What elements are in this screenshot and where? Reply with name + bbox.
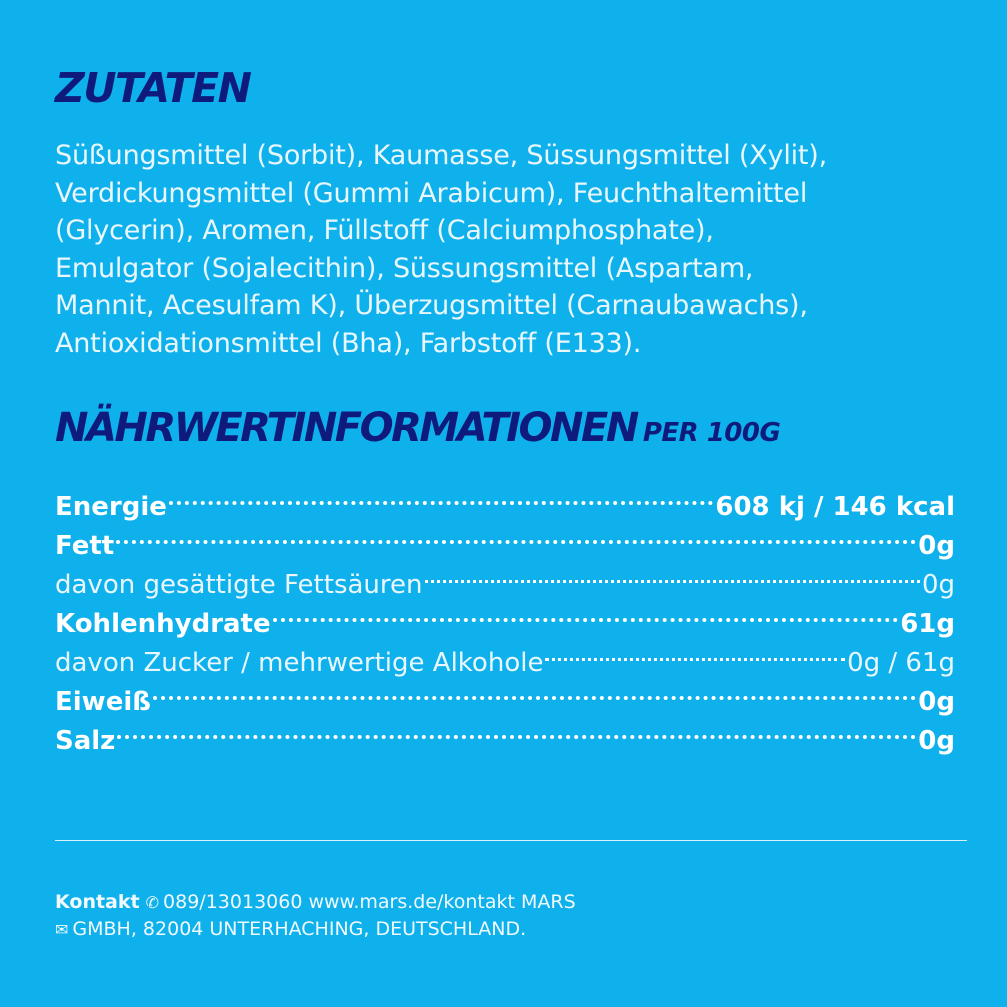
nutrition-row-eiweiss [55, 671, 955, 717]
contact-url[interactable]: www.mars.de/kontakt [308, 891, 515, 913]
row-label: davon gesättigte Fettsäuren [55, 570, 423, 600]
dot-leader [273, 593, 899, 632]
contact-line-2 [55, 916, 576, 943]
row-value: 0g [921, 570, 955, 600]
dot-leader [425, 554, 920, 593]
nutrition-row-saturated-fat [55, 554, 955, 600]
nutrition-table [55, 476, 955, 756]
contact-label: Kontakt [55, 891, 140, 913]
contact-info [55, 889, 576, 943]
nutrition-heading-title: NÄHRWERTINFORMATIONEN [55, 405, 637, 451]
ingredients-line: (Glycerin), Aromen, Füllstoff (Calciumphosphate), [55, 215, 714, 246]
dot-leader [117, 710, 916, 749]
row-label: davon Zucker / mehrwertige Alkohole [55, 648, 544, 678]
row-value: 0g / 61g [847, 648, 955, 678]
row-label: Salz [55, 726, 116, 756]
contact-line-1 [55, 889, 576, 916]
row-value: 61g [900, 609, 955, 639]
row-label: Kohlenhydrate [55, 609, 271, 639]
ingredients-line: Mannit, Acesulfam K), Überzugsmittel (Carnaubawachs), [55, 290, 808, 321]
dot-leader [153, 671, 916, 710]
company-address: GMBH, 82004 UNTERHACHING, DEUTSCHLAND. [72, 918, 527, 940]
envelope-icon: ✉ [55, 920, 69, 939]
nutrition-row-energie [55, 476, 955, 522]
contact-phone[interactable]: 089/13013060 [163, 891, 303, 913]
row-label: Energie [55, 492, 167, 522]
nutrition-row-salz [55, 710, 955, 756]
ingredients-heading: ZUTATEN [55, 64, 251, 112]
row-value: 0g [918, 726, 955, 756]
row-value: 608 kj / 146 kcal [715, 492, 955, 522]
ingredients-line: Süßungsmittel (Sorbit), Kaumasse, Süssungsmittel (Xylit), [55, 140, 828, 171]
section-divider [55, 840, 967, 841]
ingredients-line: Emulgator (Sojalecithin), Süssungsmittel (Aspartam, [55, 252, 754, 284]
ingredients-line: Verdickungsmittel (Gummi Arabicum), Feuchthaltemittel [55, 177, 808, 209]
nutrition-row-fett [55, 515, 955, 561]
ingredients-text [55, 137, 975, 362]
phone-icon: ✆ [145, 893, 160, 912]
dot-leader [169, 476, 713, 515]
dot-leader [116, 515, 916, 554]
row-label: Eiweiß [55, 687, 151, 717]
dot-leader [545, 632, 845, 671]
nutrition-heading [55, 405, 780, 451]
company-name: MARS [521, 891, 576, 913]
row-value: 0g [918, 687, 955, 717]
nutrition-per-unit: PER 100G [642, 418, 781, 448]
row-label: Fett [55, 531, 115, 561]
row-value: 0g [918, 531, 955, 561]
ingredients-line: Antioxidationsmittel (Bha), Farbstoff (E133). [55, 327, 642, 359]
